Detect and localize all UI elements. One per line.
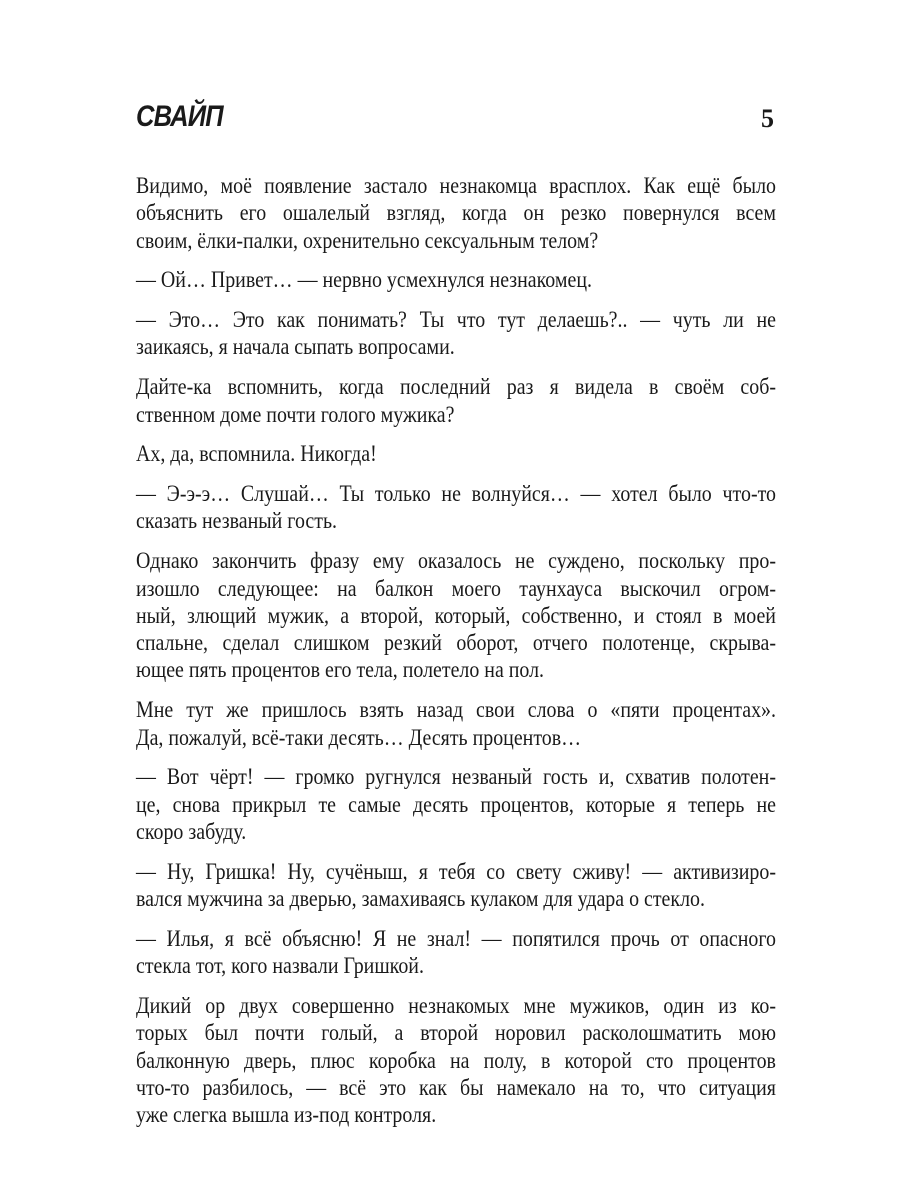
text-line: Мне тут же пришлось взять назад свои слова о «пяти процентах». [136,697,776,723]
paragraph [136,992,776,1128]
text-line: — Это… Это как понимать? Ты что тут делаешь?.. — чуть ли не [136,307,776,333]
running-title: СВАЙП [136,100,223,133]
text-line: — Э-э-э… Слушай… Ты только не волнуйся… — хотел было что-то [136,481,776,507]
paragraph [136,858,776,913]
text-line: Да, пожалуй, всё-таки десять… Десять процентов… [136,724,582,750]
text-line: Видимо, моё появление застало незнакомца врасплох. Как ещё было [136,173,776,198]
paragraph [136,373,776,428]
text-line: изошло следующее: на балкон моего таунхауса выскочил огром- [136,575,776,601]
paragraph [136,696,776,751]
text-line: — Вот чёрт! — громко ругнулся незваный гость и, схватив полотен- [136,764,776,790]
page-number: 5 [761,104,774,133]
paragraph [136,547,776,683]
text-line: спальне, сделал слишком резкий оборот, отчего полотенце, скрыва- [136,630,776,656]
paragraph [136,440,776,467]
text-line: балконную дверь, плюс коробка на полу, в которой сто процентов [136,1047,776,1073]
text-line: ственном доме почти голого мужика? [136,401,455,427]
text-line: Однако закончить фразу ему оказалось не суждено, поскольку про- [136,548,776,574]
text-line: торых был почти голый, а второй норовил расколошматить мою [136,1020,776,1046]
text-line: что-то разбилось, — всё это как бы намекало на то, что ситуация [136,1074,776,1100]
paragraph [136,266,776,293]
text-line: сказать незваный гость. [136,508,338,534]
text-line: Ах, да, вспомнила. Никогда! [136,441,377,467]
paragraph [136,763,776,845]
text-line: — Ой… Привет… — нервно усмехнулся незнакомец. [136,267,592,293]
paragraph [136,480,776,535]
text-line: объяснить его ошалелый взгляд, когда он резко повернулся всем [136,200,776,226]
text-line: ющее пять процентов его тела, полетело на пол. [136,657,545,683]
text-line: скоро забуду. [136,818,247,844]
paragraph [136,925,776,980]
paragraph [136,172,776,254]
text-line: уже слегка вышла из-под контроля. [136,1102,437,1128]
text-line: вался мужчина за дверью, замахиваясь кулаком для удара о стекло. [136,886,705,912]
text-line: ный, злющий мужик, а второй, который, собственно, и стоял в моей [136,602,776,628]
text-line: — Ну, Гришка! Ну, сучёныш, я тебя со свету сживу! — активизиро- [136,858,776,884]
text-line: стекла тот, кого назвали Гришкой. [136,953,424,979]
body-text [136,172,776,1141]
text-line: це, снова прикрыл те самые десять процентов, которые я теперь не [136,791,776,817]
paragraph [136,306,776,361]
text-line: своим, ёлки-палки, охренительно сексуальным телом? [136,227,599,253]
text-line: Дайте-ка вспомнить, когда последний раз я видела в своём соб- [136,374,776,400]
text-line: заикаясь, я начала сыпать вопросами. [136,334,455,360]
text-line: — Илья, я всё объясню! Я не знал! — попятился прочь от опасного [136,925,776,951]
text-line: Дикий ор двух совершенно незнакомых мне мужиков, один из ко- [136,992,776,1018]
